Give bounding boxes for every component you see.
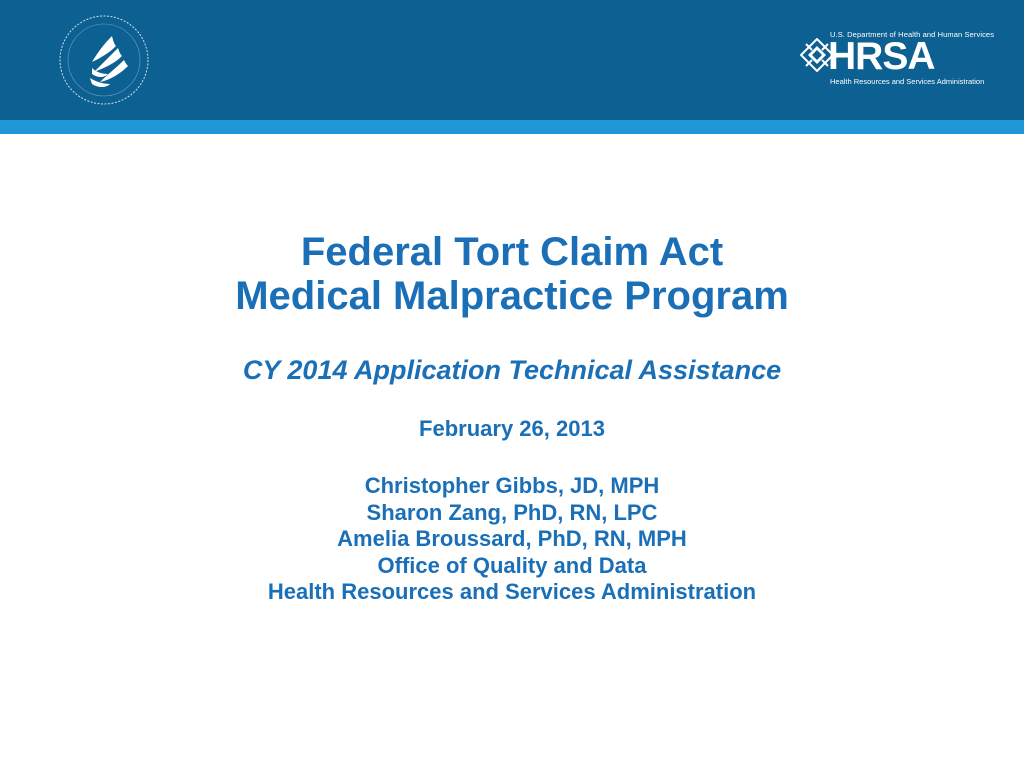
agency-line: Health Resources and Services Administration	[267, 579, 757, 604]
title-line-2: Medical Malpractice Program	[235, 274, 789, 318]
title-line-1: Federal Tort Claim Act	[300, 230, 724, 274]
hrsa-logo	[800, 26, 995, 90]
author-list	[0, 473, 1024, 606]
author-line: Amelia Broussard, PhD, RN, MPH	[337, 526, 687, 551]
hrsa-wordmark: HRSA	[828, 35, 935, 78]
hrsa-department-text: U.S. Department of Health and Human Services	[830, 30, 995, 39]
hrsa-full-name: Health Resources and Services Administration	[830, 77, 985, 86]
header-bar	[0, 0, 1024, 120]
header-stripe	[0, 120, 1024, 134]
subtitle: CY 2014 Application Technical Assistance	[242, 355, 782, 385]
author-line: Sharon Zang, PhD, RN, LPC	[366, 499, 658, 525]
slide-content	[0, 230, 1024, 606]
office-line: Office of Quality and Data	[377, 552, 647, 578]
presentation-date: February 26, 2013	[419, 416, 605, 441]
hhs-seal-icon	[52, 8, 156, 112]
author-line: Christopher Gibbs, JD, MPH	[364, 473, 660, 498]
